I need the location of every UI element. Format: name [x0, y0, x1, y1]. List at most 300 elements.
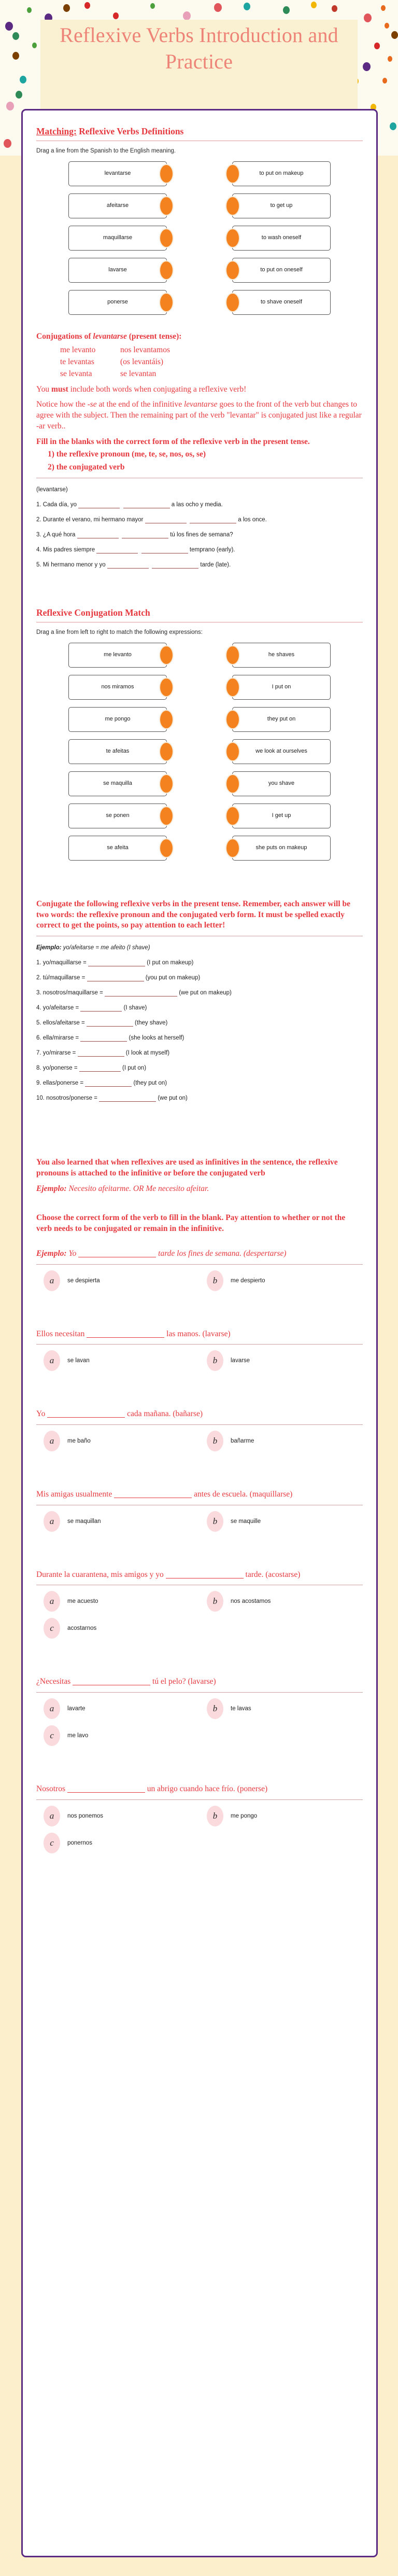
match-connector-knob[interactable]: [159, 228, 174, 248]
mc-choice-bubble[interactable]: a: [44, 1511, 60, 1532]
mc-choice-bubble[interactable]: a: [44, 1431, 60, 1451]
conjugation-plural: (os levantáis): [120, 357, 164, 367]
item-prompt: tú/maquillarse =: [42, 975, 87, 981]
must-word: must: [51, 384, 68, 394]
mc-choice-label: me baño: [67, 1438, 91, 1445]
item-hint: (I shave): [122, 1005, 147, 1012]
blank-pronoun-input[interactable]: [107, 561, 149, 569]
mc-choice-label: me despierto: [231, 1277, 265, 1284]
match-right-box[interactable]: [232, 643, 331, 668]
fib-verb-note: (levantarse): [36, 486, 68, 493]
mc-choice: [200, 1618, 363, 1639]
infinitive-note: You also learned that when reflexives are used as infinitives in the sentence, the reflexive pronouns is attached to the infinitive or before the conjugated verb: [36, 1158, 338, 1178]
mc-choice-bubble[interactable]: b: [207, 1350, 223, 1371]
match-row: [36, 804, 363, 828]
worksheet-card: [21, 109, 378, 2557]
match-left-box[interactable]: [68, 193, 167, 218]
match-right-label: I put on: [272, 684, 291, 690]
item-prompt: yo/maquillarse =: [42, 960, 89, 966]
item-text-pre: Durante el verano, mi hermano mayor: [42, 516, 145, 523]
match-connector-knob[interactable]: [225, 196, 240, 216]
spacer: [36, 1860, 363, 1877]
divider: [36, 1424, 363, 1425]
item-prompt: yo/ponerse =: [42, 1065, 79, 1072]
confetti-dot: [311, 2, 317, 8]
mc-question: [36, 1489, 363, 1556]
conj-heading-pre: Conjugations of: [36, 332, 93, 341]
confetti-dot: [113, 12, 119, 19]
match-left-label: se afeita: [107, 844, 129, 851]
mc-stem-pre: Durante la cuarantena, mis amigos y yo: [36, 1570, 166, 1579]
match-right-box[interactable]: [232, 161, 331, 186]
match-right-box[interactable]: [232, 804, 331, 828]
match-connector-knob[interactable]: [159, 196, 174, 216]
mc-stem-post: tú el pelo? (lavarse): [150, 1677, 216, 1686]
match-row: [36, 836, 363, 861]
mc-question-stem: [36, 1676, 363, 1687]
conjugate-list: [36, 957, 363, 1104]
match-left-label: maquillarse: [103, 234, 133, 241]
fill-in-blank-item: [36, 544, 363, 556]
blank-verb-input[interactable]: [190, 516, 236, 523]
item-number: 4.: [36, 1005, 43, 1012]
must-note: [36, 384, 363, 395]
mc-choice: [200, 1725, 363, 1746]
mc-choice-bubble[interactable]: b: [207, 1806, 223, 1826]
conjugation-row: [60, 368, 363, 380]
match-left-box[interactable]: [68, 804, 167, 828]
mc-choice-label: lavarte: [67, 1706, 86, 1712]
confetti-dot: [374, 43, 380, 49]
mc-stem-post: cada mañana. (bañarse): [125, 1409, 203, 1419]
item-prompt: ella/mirarse =: [42, 1035, 81, 1042]
mc-choice-bubble[interactable]: a: [44, 1270, 60, 1291]
blank-verb-input[interactable]: [123, 501, 170, 508]
blank-pronoun-input[interactable]: [145, 516, 187, 523]
mc-choice-bubble[interactable]: b: [207, 1591, 223, 1612]
answer-input[interactable]: [105, 989, 177, 996]
blank-verb-input[interactable]: [152, 561, 198, 569]
match-connector-knob[interactable]: [225, 260, 240, 280]
mc-choice[interactable]: [200, 1270, 363, 1291]
confetti-dot: [391, 31, 398, 39]
match-connector-knob[interactable]: [159, 164, 174, 184]
item-hint: (we put on makeup): [177, 990, 232, 996]
item-text-pre: Cada día, yo: [42, 501, 79, 508]
match-right-label: to put on makeup: [259, 170, 304, 177]
answer-input[interactable]: [88, 959, 145, 966]
mc-blank[interactable]: [73, 1678, 150, 1685]
confetti-dot: [363, 62, 371, 71]
item-prompt: nosotros/ponerse =: [46, 1095, 100, 1102]
item-prompt: yo/afeitarse =: [42, 1005, 81, 1012]
mc-question-stem: [36, 1408, 363, 1420]
match-connector-knob[interactable]: [225, 806, 240, 826]
fill-step-2: 2) the conjugated verb: [48, 463, 125, 472]
item-number: 3.: [36, 531, 43, 538]
spacer: [36, 1752, 363, 1770]
mc-question: [36, 1248, 363, 1315]
item-hint: (I put on makeup): [145, 960, 194, 966]
matching-heading: [36, 126, 363, 137]
confetti-dot: [283, 6, 290, 14]
infinitive-example: [36, 1184, 363, 1195]
match-right-label: she puts on makeup: [255, 844, 307, 851]
mc-blank[interactable]: [67, 1785, 145, 1793]
item-hint: (we put on): [156, 1095, 188, 1102]
mc-choice-bubble[interactable]: b: [207, 1270, 223, 1291]
match-left-label: me levanto: [104, 652, 132, 658]
mc-choice[interactable]: [36, 1591, 200, 1612]
mc-choice[interactable]: [200, 1350, 363, 1371]
match-left-label: me pongo: [105, 716, 131, 722]
conjugate-item: [36, 972, 363, 984]
mc-choice-bubble[interactable]: b: [207, 1698, 223, 1719]
confetti-dot: [388, 56, 392, 62]
mc-choices: [36, 1270, 363, 1291]
match-right-box[interactable]: [232, 258, 331, 283]
conjugate-item: [36, 1032, 363, 1044]
mc-choice-bubble[interactable]: c: [44, 1833, 60, 1853]
mc-choice-label: se lavan: [67, 1358, 90, 1364]
item-text-post: tarde (late).: [198, 561, 231, 568]
conjugate-item: [36, 1062, 363, 1074]
match-left-box[interactable]: [68, 258, 167, 283]
confetti-dot: [20, 76, 26, 84]
conjugate-item: [36, 957, 363, 969]
mc-blank[interactable]: [78, 1250, 156, 1257]
mc-choice[interactable]: [36, 1725, 200, 1746]
mc-stem-post: antes de escuela. (maquillarse): [192, 1490, 293, 1499]
match-left-label: lavarse: [108, 267, 127, 273]
item-number: 1.: [36, 960, 43, 966]
match-right-box[interactable]: [232, 771, 331, 796]
match-left-box[interactable]: [68, 739, 167, 764]
item-text-pre: Mi hermano menor y yo: [42, 561, 107, 568]
confetti-dot: [364, 13, 372, 22]
match-left-box[interactable]: [68, 643, 167, 668]
item-number: 4.: [36, 546, 43, 553]
match-right-box[interactable]: [232, 836, 331, 861]
mc-choice-row: [36, 1270, 363, 1291]
divider: [36, 1344, 363, 1345]
fill-in-blank-list: [36, 499, 363, 571]
confetti-dot: [16, 91, 22, 99]
mc-choice-label: me lavo: [67, 1733, 89, 1739]
conj-heading-verb: levantarse: [93, 332, 127, 341]
item-hint: (she looks at herself): [127, 1035, 184, 1042]
mc-blank[interactable]: [47, 1410, 125, 1418]
conjugate-item: [36, 987, 363, 999]
mc-choice-label: se maquillan: [67, 1518, 101, 1525]
match-connector-knob[interactable]: [225, 742, 240, 761]
answer-input[interactable]: [80, 1034, 127, 1042]
mc-blank[interactable]: [114, 1490, 192, 1498]
mc-choice-label: ponernos: [67, 1839, 92, 1846]
mc-choice[interactable]: [200, 1511, 363, 1532]
spacer: [36, 1377, 363, 1395]
match-connector-knob[interactable]: [225, 774, 240, 794]
mc-choice-bubble[interactable]: b: [207, 1511, 223, 1532]
mc-question: [36, 1676, 363, 1770]
match-right-label: he shaves: [268, 652, 295, 658]
match-right-box[interactable]: [232, 290, 331, 315]
confetti-dot: [382, 78, 387, 84]
conjugate-item: [36, 1047, 363, 1059]
match-right-box[interactable]: [232, 707, 331, 732]
mc-choice-label: nos ponemos: [67, 1812, 104, 1819]
item-text-pre: ¿A qué hora: [42, 531, 77, 538]
match-row: [36, 193, 363, 218]
fill-in-blank-item: [36, 514, 363, 526]
matching-heading-underlined: Matching:: [36, 126, 77, 136]
fill-in-blank-item: [36, 529, 363, 541]
confetti-dot: [12, 52, 19, 60]
answer-input[interactable]: [87, 974, 144, 981]
example-label: Ejemplo:: [36, 1184, 67, 1193]
mc-choice-label: me pongo: [231, 1812, 258, 1819]
match-connector-knob[interactable]: [225, 710, 240, 729]
match-right-box[interactable]: [232, 739, 331, 764]
mc-choice[interactable]: [36, 1270, 200, 1291]
answer-input[interactable]: [99, 1095, 156, 1102]
mc-choice-bubble[interactable]: b: [207, 1431, 223, 1451]
fill-heading: Fill in the blanks with the correct form of the reflexive verb in the present tense.: [36, 437, 310, 446]
conjugation-match-instruction: Drag a line from left to right to match the following expressions:: [36, 629, 203, 635]
notice-c: goes to the front of the verb but changes to agree with the subject. Then the remaining part of the verb "levantar" is conjugated just like a regular -ar verb..: [36, 400, 362, 431]
notice-se: -se: [87, 400, 97, 409]
conjugation-table: [60, 344, 363, 380]
conjugation-singular: me levanto: [60, 345, 96, 354]
blank-pronoun-input[interactable]: [78, 501, 120, 508]
conjugation-plural: nos levantamos: [120, 345, 170, 354]
match-connector-knob[interactable]: [159, 645, 174, 665]
mc-choice[interactable]: [200, 1698, 363, 1719]
match-right-label: to wash oneself: [261, 234, 302, 241]
conjugation-plural: se levantan: [120, 369, 157, 379]
mc-question: [36, 1569, 363, 1663]
match-connector-knob[interactable]: [225, 164, 240, 184]
mc-choices: [36, 1806, 363, 1853]
divider: [36, 1264, 363, 1265]
confetti-dot: [381, 5, 386, 11]
item-hint: (they put on): [132, 1080, 167, 1087]
item-number: 5.: [36, 1020, 43, 1027]
mc-question-stem: [36, 1248, 363, 1259]
match-connector-knob[interactable]: [225, 293, 240, 312]
mc-question-stem: [36, 1783, 363, 1795]
match-left-box[interactable]: [68, 771, 167, 796]
confetti-dot: [150, 3, 155, 9]
mc-choice-row: [36, 1511, 363, 1532]
mc-choice-bubble[interactable]: a: [44, 1591, 60, 1612]
match-left-label: levantarse: [104, 170, 131, 177]
mc-choice-row: [36, 1833, 363, 1853]
mc-question: [36, 1328, 363, 1395]
answer-input[interactable]: [79, 1064, 121, 1072]
match-connector-knob[interactable]: [225, 677, 240, 697]
conjugation-singular: te levantas: [60, 357, 94, 367]
mc-choice[interactable]: [36, 1350, 200, 1371]
match-connector-knob[interactable]: [159, 710, 174, 729]
match-connector-knob[interactable]: [159, 293, 174, 312]
match-connector-knob[interactable]: [225, 838, 240, 858]
mc-choice-bubble[interactable]: a: [44, 1806, 60, 1826]
example-label: Ejemplo:: [36, 945, 62, 951]
match-connector-knob[interactable]: [159, 774, 174, 794]
match-left-label: se ponen: [106, 812, 130, 819]
item-prompt: ellas/ponerse =: [42, 1080, 86, 1087]
spacer: [36, 1297, 363, 1315]
divider: [36, 1692, 363, 1693]
blank-verb-input[interactable]: [122, 531, 168, 538]
mc-choice-row: [36, 1806, 363, 1826]
mc-choice[interactable]: [200, 1431, 363, 1451]
confetti-dot: [385, 23, 389, 29]
mc-choice[interactable]: [200, 1806, 363, 1826]
fill-in-blank-item: [36, 559, 363, 571]
mc-question: [36, 1408, 363, 1475]
mc-blank[interactable]: [87, 1330, 164, 1338]
mc-stem-post: las manos. (lavarse): [164, 1329, 231, 1338]
match-right-label: I get up: [272, 812, 291, 819]
item-prompt: ellos/afeitarse =: [42, 1020, 87, 1027]
confetti-dot: [12, 32, 19, 40]
match-connector-knob[interactable]: [159, 677, 174, 697]
spacer: [36, 1645, 363, 1663]
page-title: Reflexive Verbs Introduction and Practice: [60, 23, 338, 74]
match-left-box[interactable]: [68, 290, 167, 315]
item-hint: (you put on makeup): [144, 975, 201, 981]
blank-pronoun-input[interactable]: [96, 546, 138, 553]
match-row: [36, 643, 363, 668]
match-right-box[interactable]: [232, 226, 331, 251]
blank-verb-input[interactable]: [141, 546, 188, 553]
mc-blank[interactable]: [166, 1571, 244, 1578]
mc-choice[interactable]: [200, 1591, 363, 1612]
match-left-label: nos miramos: [101, 684, 134, 690]
match-right-label: they put on: [267, 716, 296, 722]
item-text-pre: Mis padres siempre: [42, 546, 97, 553]
mc-example-label: Ejemplo:: [36, 1249, 67, 1258]
match-row: [36, 675, 363, 700]
item-number: 2.: [36, 975, 43, 981]
mc-choice-bubble[interactable]: a: [44, 1350, 60, 1371]
example-text: yo/afeitarse = me afeito (I shave): [61, 945, 150, 951]
mc-question-stem: [36, 1328, 363, 1340]
match-left-label: te afeitas: [106, 748, 130, 754]
conjugate-item: [36, 1017, 363, 1029]
confetti-dot: [5, 22, 13, 31]
match-row: [36, 707, 363, 732]
confetti-dot: [4, 139, 11, 148]
matching-heading-rest: Reflexive Verbs Definitions: [76, 126, 184, 136]
answer-input[interactable]: [78, 1049, 124, 1057]
matching-instruction: Drag a line from the Spanish to the English meaning.: [36, 148, 176, 154]
match-left-box[interactable]: [68, 161, 167, 186]
mc-choice[interactable]: [36, 1833, 200, 1853]
match-right-label: to put on oneself: [260, 267, 303, 273]
mc-stem-pre: Mis amigas usualmente: [36, 1490, 115, 1499]
answer-input[interactable]: [87, 1019, 133, 1027]
conjugation-row: [60, 356, 363, 368]
match-connector-knob[interactable]: [225, 645, 240, 665]
mc-choice-bubble[interactable]: c: [44, 1618, 60, 1639]
mc-stem-pre: Yo: [66, 1249, 79, 1258]
match-row: [36, 258, 363, 283]
answer-input[interactable]: [85, 1079, 132, 1087]
example-text: Necesito afeitarme. OR Me necesito afeitar.: [66, 1184, 209, 1193]
match-connector-knob[interactable]: [159, 806, 174, 826]
matching-grid: [36, 161, 363, 315]
must-pre: You: [36, 384, 52, 394]
match-right-label: you shave: [268, 780, 295, 786]
mc-choice-label: me acuesto: [67, 1598, 98, 1605]
mc-choice[interactable]: [36, 1511, 200, 1532]
mc-choice[interactable]: [36, 1431, 200, 1451]
mc-stem-pre: Nosotros: [36, 1784, 67, 1794]
match-right-label: to get up: [270, 202, 293, 209]
confetti-dot: [390, 122, 396, 130]
item-number: 2.: [36, 516, 43, 523]
mc-choice[interactable]: [36, 1698, 200, 1719]
item-number: 10.: [36, 1095, 47, 1102]
conjugate-item: [36, 1077, 363, 1089]
match-left-label: ponerse: [107, 299, 128, 306]
mc-choice: [200, 1833, 363, 1853]
item-text-post: temprano (early).: [188, 546, 235, 553]
mc-choice-label: acostarnos: [67, 1625, 97, 1632]
match-right-box[interactable]: [232, 193, 331, 218]
match-row: [36, 226, 363, 251]
answer-input[interactable]: [80, 1004, 122, 1012]
item-number: 3.: [36, 990, 43, 996]
mc-choice-label: te lavas: [231, 1706, 251, 1712]
fill-steps: [48, 449, 363, 473]
match-connector-knob[interactable]: [159, 838, 174, 858]
match-left-box[interactable]: [68, 226, 167, 251]
match-connector-knob[interactable]: [159, 742, 174, 761]
mc-choice[interactable]: [36, 1618, 200, 1639]
match-left-box[interactable]: [68, 675, 167, 700]
confetti-dot: [214, 3, 222, 12]
multiple-choice-list: [36, 1248, 363, 1877]
match-left-box[interactable]: [68, 707, 167, 732]
mc-instruction: Choose the correct form of the verb to fill in the blank. Pay attention to whether or not the verb needs to be conjugated or remain in the infinitive.: [36, 1213, 346, 1234]
mc-choice-row: [36, 1350, 363, 1371]
match-right-box[interactable]: [232, 675, 331, 700]
match-connector-knob[interactable]: [159, 260, 174, 280]
match-left-label: se maquilla: [103, 780, 132, 786]
item-prompt: yo/mirarse =: [42, 1050, 78, 1057]
match-connector-knob[interactable]: [225, 228, 240, 248]
mc-choice-bubble[interactable]: c: [44, 1725, 60, 1746]
blank-pronoun-input[interactable]: [77, 531, 119, 538]
item-hint: (I look at myself): [124, 1050, 170, 1057]
notice-a: Notice how the: [36, 400, 88, 409]
conjugation-row: [60, 344, 363, 356]
mc-question: [36, 1783, 363, 1877]
mc-choice-bubble[interactable]: a: [44, 1698, 60, 1719]
mc-choice[interactable]: [36, 1806, 200, 1826]
confetti-dot: [84, 2, 90, 9]
item-number: 5.: [36, 561, 43, 568]
item-number: 8.: [36, 1065, 43, 1072]
item-number: 9.: [36, 1080, 43, 1087]
match-left-box[interactable]: [68, 836, 167, 861]
match-left-label: afeitarse: [106, 202, 129, 209]
match-row: [36, 739, 363, 764]
